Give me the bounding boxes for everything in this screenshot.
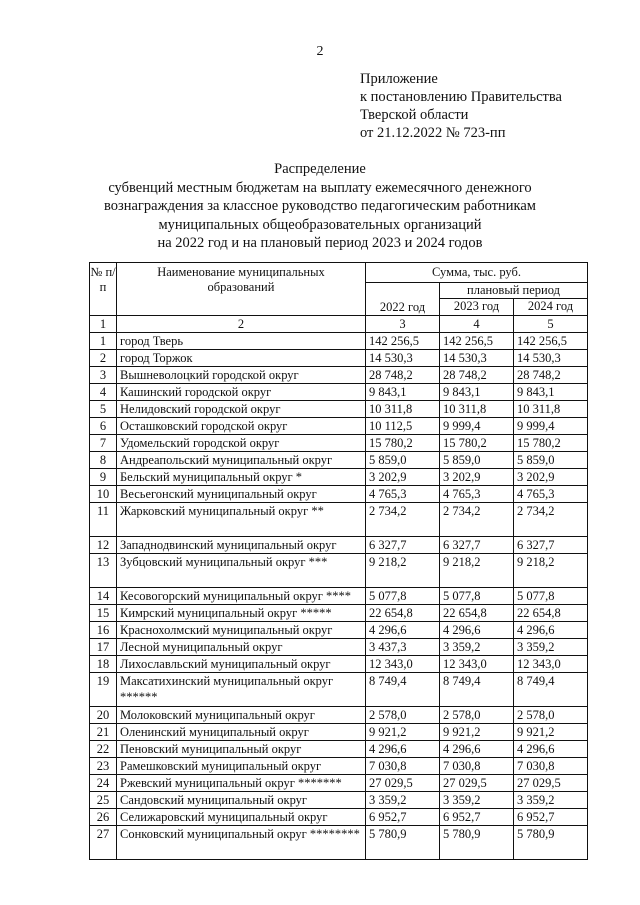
- value-2024: 142 256,5: [514, 333, 588, 350]
- municipality-name: Андреапольский муниципальный округ: [117, 452, 366, 469]
- table-row: [90, 367, 588, 384]
- value-2024: 28 748,2: [514, 367, 588, 384]
- table-row: [90, 537, 588, 554]
- row-number: 15: [90, 605, 117, 622]
- title-line: муниципальных общеобразовательных организаций: [158, 216, 482, 233]
- municipality-name: Осташковский городской округ: [117, 418, 366, 435]
- value-2024: 4 296,6: [514, 622, 588, 639]
- value-2023: 28 748,2: [440, 367, 514, 384]
- row-number: 14: [90, 588, 117, 605]
- value-2023: 3 359,2: [440, 639, 514, 656]
- table-row: [90, 418, 588, 435]
- municipality-name: Зубцовский муниципальный округ ***: [117, 554, 366, 588]
- value-2023: 6 952,7: [440, 809, 514, 826]
- value-2023: 4 296,6: [440, 741, 514, 758]
- municipality-name: город Тверь: [117, 333, 366, 350]
- value-2024: 8 749,4: [514, 673, 588, 707]
- table-row: [90, 452, 588, 469]
- value-2022: 10 112,5: [366, 418, 440, 435]
- table-row: [90, 622, 588, 639]
- table-row: [90, 809, 588, 826]
- value-2022: 5 077,8: [366, 588, 440, 605]
- row-number: 25: [90, 792, 117, 809]
- row-number: 18: [90, 656, 117, 673]
- row-number: 23: [90, 758, 117, 775]
- row-number: 5: [90, 401, 117, 418]
- value-2022: 28 748,2: [366, 367, 440, 384]
- municipality-name: Сонковский муниципальный округ ********: [117, 826, 366, 860]
- municipality-name: Оленинский муниципальный округ: [117, 724, 366, 741]
- value-2024: 22 654,8: [514, 605, 588, 622]
- value-2024: 3 359,2: [514, 792, 588, 809]
- value-2024: 2 734,2: [514, 503, 588, 537]
- row-number: 3: [90, 367, 117, 384]
- value-2023: 9 218,2: [440, 554, 514, 588]
- value-2023: 2 734,2: [440, 503, 514, 537]
- value-2024: 15 780,2: [514, 435, 588, 452]
- value-2024: 3 202,9: [514, 469, 588, 486]
- value-2022: 4 296,6: [366, 741, 440, 758]
- table-row: [90, 401, 588, 418]
- value-2022: 142 256,5: [366, 333, 440, 350]
- value-2023: 8 749,4: [440, 673, 514, 707]
- municipality-name: Вышневолоцкий городской округ: [117, 367, 366, 384]
- row-number: 27: [90, 826, 117, 860]
- municipality-name: Рамешковский муниципальный округ: [117, 758, 366, 775]
- header-num: № п/п: [90, 263, 117, 316]
- row-number: 4: [90, 384, 117, 401]
- value-2023: 2 578,0: [440, 707, 514, 724]
- header-2023: 2023 год: [440, 299, 514, 316]
- value-2023: 9 921,2: [440, 724, 514, 741]
- value-2022: 9 921,2: [366, 724, 440, 741]
- value-2022: 22 654,8: [366, 605, 440, 622]
- value-2022: 10 311,8: [366, 401, 440, 418]
- row-number: 21: [90, 724, 117, 741]
- value-2022: 3 437,3: [366, 639, 440, 656]
- table-row: [90, 469, 588, 486]
- value-2024: 4 765,3: [514, 486, 588, 503]
- title-line: на 2022 год и на плановый период 2023 и 2024 годов: [157, 235, 483, 251]
- municipality-name: Максатихинский муниципальный округ ******: [117, 673, 366, 707]
- appendix-line: Тверской области: [360, 107, 469, 123]
- table-row: [90, 486, 588, 503]
- appendix-line: от 21.12.2022 № 723-пп: [360, 125, 506, 141]
- row-number: 9: [90, 469, 117, 486]
- table-row: [90, 639, 588, 656]
- municipality-name: Сандовский муниципальный округ: [117, 792, 366, 809]
- municipality-name: Бельский муниципальный округ *: [117, 469, 366, 486]
- value-2022: 14 530,3: [366, 350, 440, 367]
- row-number: 2: [90, 350, 117, 367]
- row-number: 19: [90, 673, 117, 707]
- table-row: [90, 384, 588, 401]
- title-line: Распределение: [274, 161, 366, 177]
- value-2023: 7 030,8: [440, 758, 514, 775]
- value-2024: 6 952,7: [514, 809, 588, 826]
- header-sum: Сумма, тыс. руб.: [366, 263, 588, 283]
- value-2024: 3 359,2: [514, 639, 588, 656]
- value-2023: 5 077,8: [440, 588, 514, 605]
- table-row: [90, 673, 588, 707]
- col-number: 3: [366, 316, 440, 333]
- appendix-block: [360, 70, 562, 142]
- title-line: вознаграждения за классное руководство педагогическим работникам: [104, 198, 536, 214]
- table-row: [90, 707, 588, 724]
- table-row: [90, 588, 588, 605]
- row-number: 20: [90, 707, 117, 724]
- table-row: [90, 758, 588, 775]
- title-line: субвенций местным бюджетам на выплату ежемесячного денежного: [108, 179, 532, 196]
- value-2022: 27 029,5: [366, 775, 440, 792]
- header-name: Наименование муниципальных образований: [117, 263, 366, 316]
- appendix-line: Приложение: [360, 71, 438, 87]
- value-2024: 12 343,0: [514, 656, 588, 673]
- municipality-name: Кашинский городской округ: [117, 384, 366, 401]
- row-number: 17: [90, 639, 117, 656]
- municipality-name: Молоковский муниципальный округ: [117, 707, 366, 724]
- value-2022: 15 780,2: [366, 435, 440, 452]
- value-2023: 3 359,2: [440, 792, 514, 809]
- table-row: [90, 554, 588, 588]
- value-2023: 6 327,7: [440, 537, 514, 554]
- table-row: [90, 435, 588, 452]
- value-2024: 2 578,0: [514, 707, 588, 724]
- col-number: 1: [90, 316, 117, 333]
- value-2023: 4 296,6: [440, 622, 514, 639]
- value-2024: 9 999,4: [514, 418, 588, 435]
- table-row: [90, 826, 588, 860]
- table-row: [90, 350, 588, 367]
- value-2024: 5 077,8: [514, 588, 588, 605]
- value-2022: 4 765,3: [366, 486, 440, 503]
- header-2024: 2024 год: [514, 299, 588, 316]
- col-number: 5: [514, 316, 588, 333]
- value-2024: 14 530,3: [514, 350, 588, 367]
- municipality-name: Ржевский муниципальный округ *******: [117, 775, 366, 792]
- value-2023: 9 999,4: [440, 418, 514, 435]
- municipality-name: город Торжок: [117, 350, 366, 367]
- value-2023: 14 530,3: [440, 350, 514, 367]
- value-2024: 6 327,7: [514, 537, 588, 554]
- value-2023: 9 843,1: [440, 384, 514, 401]
- value-2023: 12 343,0: [440, 656, 514, 673]
- value-2022: 6 327,7: [366, 537, 440, 554]
- row-number: 10: [90, 486, 117, 503]
- municipality-name: Краснохолмский муниципальный округ: [117, 622, 366, 639]
- value-2024: 9 843,1: [514, 384, 588, 401]
- distribution-table: [89, 262, 588, 860]
- value-2023: 4 765,3: [440, 486, 514, 503]
- value-2023: 15 780,2: [440, 435, 514, 452]
- value-2023: 142 256,5: [440, 333, 514, 350]
- municipality-name: Удомельский городской округ: [117, 435, 366, 452]
- value-2023: 27 029,5: [440, 775, 514, 792]
- col-number: 4: [440, 316, 514, 333]
- municipality-name: Кесовогорский муниципальный округ ****: [117, 588, 366, 605]
- value-2022: 4 296,6: [366, 622, 440, 639]
- value-2023: 22 654,8: [440, 605, 514, 622]
- value-2022: 2 734,2: [366, 503, 440, 537]
- value-2023: 3 202,9: [440, 469, 514, 486]
- row-number: 16: [90, 622, 117, 639]
- table-row: [90, 656, 588, 673]
- value-2023: 5 780,9: [440, 826, 514, 860]
- value-2024: 5 859,0: [514, 452, 588, 469]
- municipality-name: Кимрский муниципальный округ *****: [117, 605, 366, 622]
- value-2022: 5 780,9: [366, 826, 440, 860]
- value-2022: 8 749,4: [366, 673, 440, 707]
- value-2024: 4 296,6: [514, 741, 588, 758]
- table-row: [90, 741, 588, 758]
- value-2022: 6 952,7: [366, 809, 440, 826]
- table-row: [90, 724, 588, 741]
- row-number: 7: [90, 435, 117, 452]
- row-number: 24: [90, 775, 117, 792]
- document-title: [0, 160, 640, 253]
- value-2024: 7 030,8: [514, 758, 588, 775]
- appendix-line: к постановлению Правительства: [360, 89, 562, 105]
- value-2024: 27 029,5: [514, 775, 588, 792]
- table-row: [90, 333, 588, 350]
- municipality-name: Лесной муниципальный округ: [117, 639, 366, 656]
- municipality-name: Пеновский муниципальный округ: [117, 741, 366, 758]
- value-2024: 10 311,8: [514, 401, 588, 418]
- page-number: 2: [316, 44, 324, 59]
- value-2022: 5 859,0: [366, 452, 440, 469]
- value-2023: 5 859,0: [440, 452, 514, 469]
- municipality-name: Селижаровский муниципальный округ: [117, 809, 366, 826]
- value-2022: 9 843,1: [366, 384, 440, 401]
- value-2022: 3 202,9: [366, 469, 440, 486]
- municipality-name: Западнодвинский муниципальный округ: [117, 537, 366, 554]
- row-number: 22: [90, 741, 117, 758]
- row-number: 11: [90, 503, 117, 537]
- table-row: [90, 605, 588, 622]
- value-2024: 5 780,9: [514, 826, 588, 860]
- row-number: 13: [90, 554, 117, 588]
- table-row: [90, 775, 588, 792]
- value-2022: 2 578,0: [366, 707, 440, 724]
- table-row: [90, 792, 588, 809]
- value-2024: 9 218,2: [514, 554, 588, 588]
- row-number: 6: [90, 418, 117, 435]
- row-number: 26: [90, 809, 117, 826]
- municipality-name: Лихославльский муниципальный округ: [117, 656, 366, 673]
- municipality-name: Весьегонский муниципальный округ: [117, 486, 366, 503]
- header-plan-period: плановый период: [440, 283, 588, 299]
- row-number: 1: [90, 333, 117, 350]
- municipality-name: Нелидовский городской округ: [117, 401, 366, 418]
- table-row: [90, 503, 588, 537]
- value-2022: 3 359,2: [366, 792, 440, 809]
- value-2022: 9 218,2: [366, 554, 440, 588]
- value-2022: 12 343,0: [366, 656, 440, 673]
- municipality-name: Жарковский муниципальный округ **: [117, 503, 366, 537]
- row-number: 8: [90, 452, 117, 469]
- header-2022: 2022 год: [366, 283, 440, 316]
- value-2023: 10 311,8: [440, 401, 514, 418]
- value-2024: 9 921,2: [514, 724, 588, 741]
- row-number: 12: [90, 537, 117, 554]
- value-2022: 7 030,8: [366, 758, 440, 775]
- col-number: 2: [117, 316, 366, 333]
